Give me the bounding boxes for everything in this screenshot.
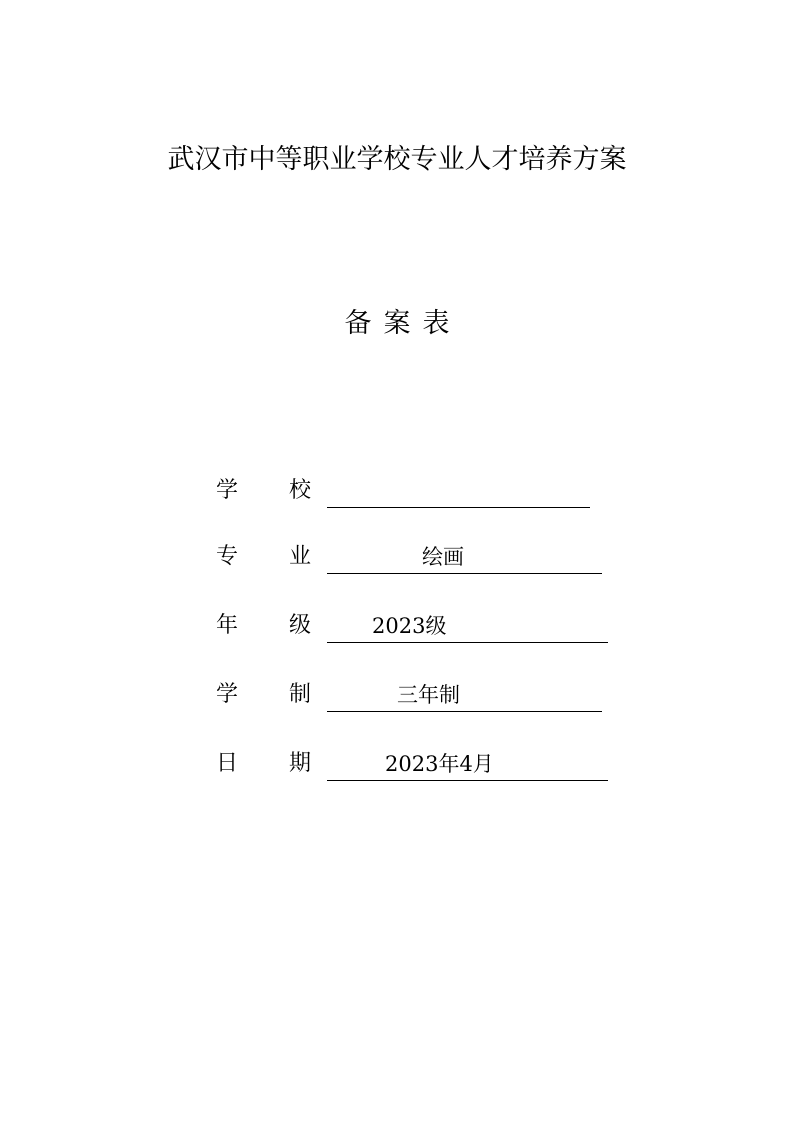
major-label-char-1: 专 <box>216 544 239 569</box>
date-value: 2023年4月 <box>385 752 494 776</box>
system-label-char-1: 学 <box>216 682 239 707</box>
grade-label-char-2: 级 <box>289 613 312 638</box>
school-field[interactable] <box>327 474 590 508</box>
major-label-char-2: 业 <box>289 544 312 569</box>
system-value: 三年制 <box>397 683 460 707</box>
grade-value: 2023级 <box>372 614 447 638</box>
major-value: 绘画 <box>422 545 464 569</box>
form-row-school <box>0 474 794 508</box>
form-row-grade <box>0 609 794 643</box>
system-label-char-2: 制 <box>289 682 312 707</box>
document-title: 武汉市中等职业学校专业人才培养方案 <box>167 144 627 175</box>
date-field[interactable] <box>327 747 608 781</box>
date-label-char-1: 日 <box>216 751 239 776</box>
school-label-char-1: 学 <box>216 478 239 503</box>
document-subtitle: 备案表 <box>344 308 462 339</box>
form-row-system <box>0 678 794 712</box>
form-row-major <box>0 540 794 574</box>
grade-field[interactable] <box>327 609 608 643</box>
school-label-char-2: 校 <box>289 478 312 503</box>
form-row-date <box>0 747 794 781</box>
date-label-char-2: 期 <box>289 751 312 776</box>
major-field[interactable] <box>327 540 602 574</box>
system-field[interactable] <box>327 678 602 712</box>
grade-label-char-1: 年 <box>216 613 239 638</box>
